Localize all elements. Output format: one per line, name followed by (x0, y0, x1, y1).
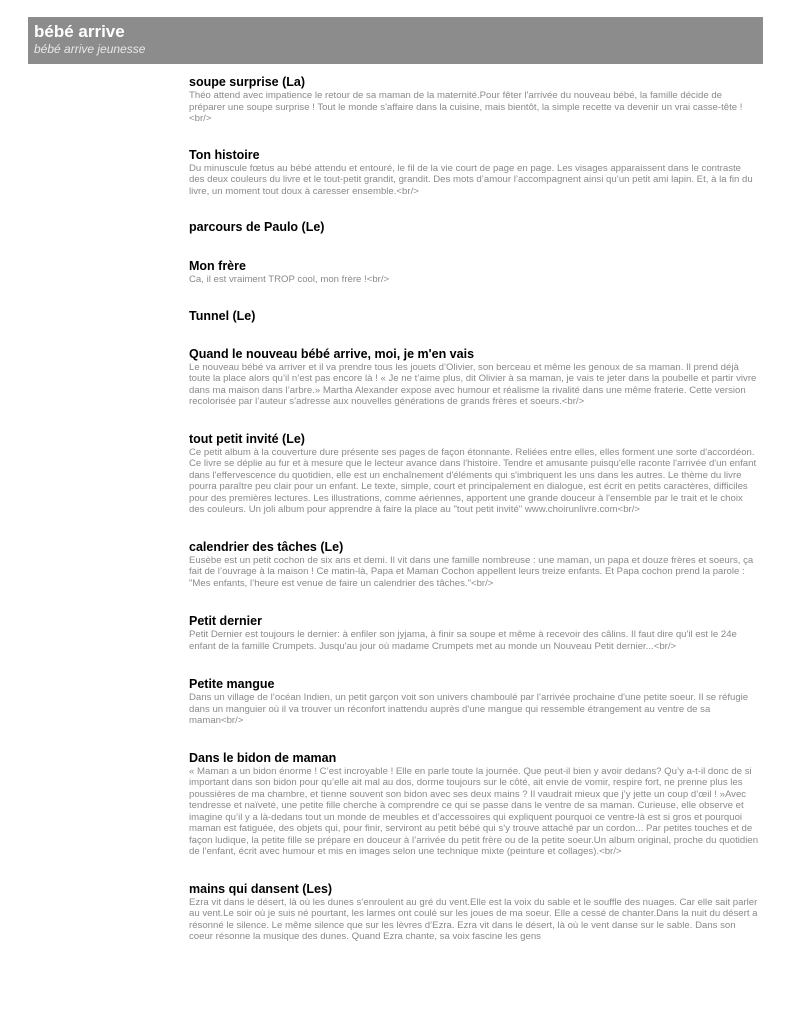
book-entry (189, 881, 759, 943)
book-entry (189, 346, 759, 408)
book-title: Tunnel (Le) (189, 308, 256, 323)
book-description: Dans un village de l’océan Indien, un petit garçon voit son univers chamboulé par l’arrivée prochaine d'une petite soeur. Il se réfugie dans un manguier où il va trouver un réconfort inattendu auprès d'une mangue qui ressemble étrangement au ventre de sa maman<br/> (189, 692, 749, 726)
book-title: Petite mangue (189, 677, 275, 691)
book-entry (189, 613, 759, 652)
book-description: Le nouveau bébé va arriver et il va prendre tous les jouets d’Olivier, son berceau et même les genoux de sa maman. Il prend déjà toute la place alors qu’il n’est pas encore là ! « Je ne t’aime plus, dit Olivier à sa maman, je vais te jeter dans la poubelle et partir vivre dans ma maison dans l’arbre.» Martha Alexander expose avec humour et réalisme la rivalité dans une même fraterie. Cette version recolorisée par l’auteur s’adresse aux nouvelles générations de grands frères et soeurs.<br/> (189, 361, 757, 407)
book-title: Mon frère (189, 259, 246, 273)
page-title: bébé arrive (34, 22, 125, 41)
book-entry (189, 431, 759, 516)
book-entry (189, 258, 759, 286)
book-title: calendrier des tâches (Le) (189, 539, 344, 554)
book-entry (189, 308, 759, 324)
book-description: Ezra vit dans le désert, là où les dunes s’enroulent au gré du vent.Elle est la voix du sable et le souffle des nuages. Car elle sait parler au vent.Le soir où je suis né pourtant, les larmes ont coulé sur les joues de ma soeur. Elle a cessé de chanter.Dans la nuit du désert a résonné le silence. Le même silence que sur les lèvres d’Ezra. Ezra vit dans le désert, là où le vent danse sur le sable. Dans son coeur résonne la musique des dunes. Quand Ezra chante, sa voix fascine les gens (189, 896, 758, 942)
book-title: Ton histoire (189, 147, 260, 162)
page-subtitle: bébé arrive jeunesse (34, 42, 146, 56)
book-list (189, 74, 759, 943)
book-description: Eusèbe est un petit cochon de six ans et demi. Il vit dans une famille nombreuse : une maman, un papa et douze frères et soeurs, ça fait de l’ouvrage à la maison ! Ce matin-là, Papa et Maman Cochon appellent leurs treize enfants. Et Papa cochon prend la parole : "Mes enfants, l’heure est venue de faire un calendrier des tâches."<br/> (189, 554, 754, 589)
book-title: Quand le nouveau bébé arrive, moi, je m'en vais (189, 346, 475, 361)
book-entry (189, 219, 759, 235)
book-description: Petit Dernier est toujours le dernier: à enfiler son jyjama, à finir sa soupe et même à recevoir des câlins. Il faut dire qu'il est le 24e enfant de la famille Crumpets. Jusqu'au jour où madame Crumpets met au monde un Nouveau Petit dernier...<br/> (189, 629, 737, 652)
book-description: « Maman a un bidon énorme ! C’est incroyable ! Elle en parle toute la journée. Que peut-il bien y avoir dedans? Qu’y a-t-il donc de si important dans son bidon pour qu’elle ait mal au dos, dorme toujours sur le côté, ait envie de vomir, respire fort, ne prenne plus les poussières de ma chambre, et tienne souvent son bidon avec ses deux mains ? Il vaudrait mieux que j’y jette un coup d’œil ! »Avec tendresse et naïveté, une petite fille cherche à comprendre ce qui se passe dans le ventre de sa maman. Curieuse, elle observe et imagine qu’il y a là-dedans tout un monde de meubles et d’accessoires qui expliquent pourquoi ce ventre-là est si gros et pourquoi maman est fatiguée, des objets qui, pour finir, serviront au petit bébé qui s’y trouve attaché par un cordon... Par petites touches et de façon ludique, la petite fille se prépare en douceur à l’arrivée du petit frère ou de la petite soeur.Un album original, proche du quotidien de l’enfant, écrit avec humour et mis en images selon une technique mixte (peinture et collages).<br/> (189, 765, 759, 857)
book-title: Petit dernier (189, 614, 262, 628)
book-title: Dans le bidon de maman (189, 750, 337, 765)
book-entry (189, 147, 759, 198)
book-description: Théo attend avec impatience le retour de sa maman de la maternité.Pour fêter l'arrivée du nouveau bébé, la famille décide de préparer une soupe surprise ! Tout le monde s'affaire dans la cuisine, mais bientôt, la simple recette va devenir un vrai casse-tête !<br/> (189, 90, 743, 124)
page-header (28, 17, 763, 64)
book-title: soupe surprise (La) (189, 75, 305, 89)
book-description: Ca, il est vraiment TROP cool, mon frère !<br/> (189, 274, 390, 285)
book-entry (189, 74, 759, 125)
book-entry (189, 676, 759, 727)
book-description: Ce petit album à la couverture dure présente ses pages de façon étonnante. Reliées entre elles, elles forment une sorte d'accordéon. Ce livre se déplie au fur et à mesure que le lecteur avance dans l'histoire. Tendre et amusante puisqu'elle raconte l'arrivée d'un enfant dans l'effervescence du quotidien, elle est un enchaînement d'éléments qui s'imbriquent les uns dans les autres. Le thème du livre pourra paraître peu clair pour un enfant. Le texte, simple, court et principalement en dialogue, est écrit en petits caractères, difficiles pour des premières lectures. Les illustrations, comme aériennes, apportent une grande douceur à l'ensemble par le trait et le choix des couleurs. Un joli album pour apprendre à faire la place au "tout petit invité" www.choirunlivre.com<br/> (189, 446, 757, 515)
book-title: mains qui dansent (Les) (189, 881, 333, 896)
book-entry (189, 539, 759, 590)
book-title: parcours de Paulo (Le) (189, 220, 325, 234)
book-title: tout petit invité (Le) (189, 431, 305, 446)
book-entry (189, 750, 759, 858)
book-description: Du minuscule fœtus au bébé attendu et entouré, le fil de la vie court de page en page. Les visages apparaissent dans le contraste des deux couleurs du livre et le tout-petit grandit, grandit. Des mots d’amour l’accompagnent ainsi qu’un petit ami lapin. Et, à la fin du livre, un moment tout doux à caresser ensemble.<br/> (189, 162, 753, 197)
